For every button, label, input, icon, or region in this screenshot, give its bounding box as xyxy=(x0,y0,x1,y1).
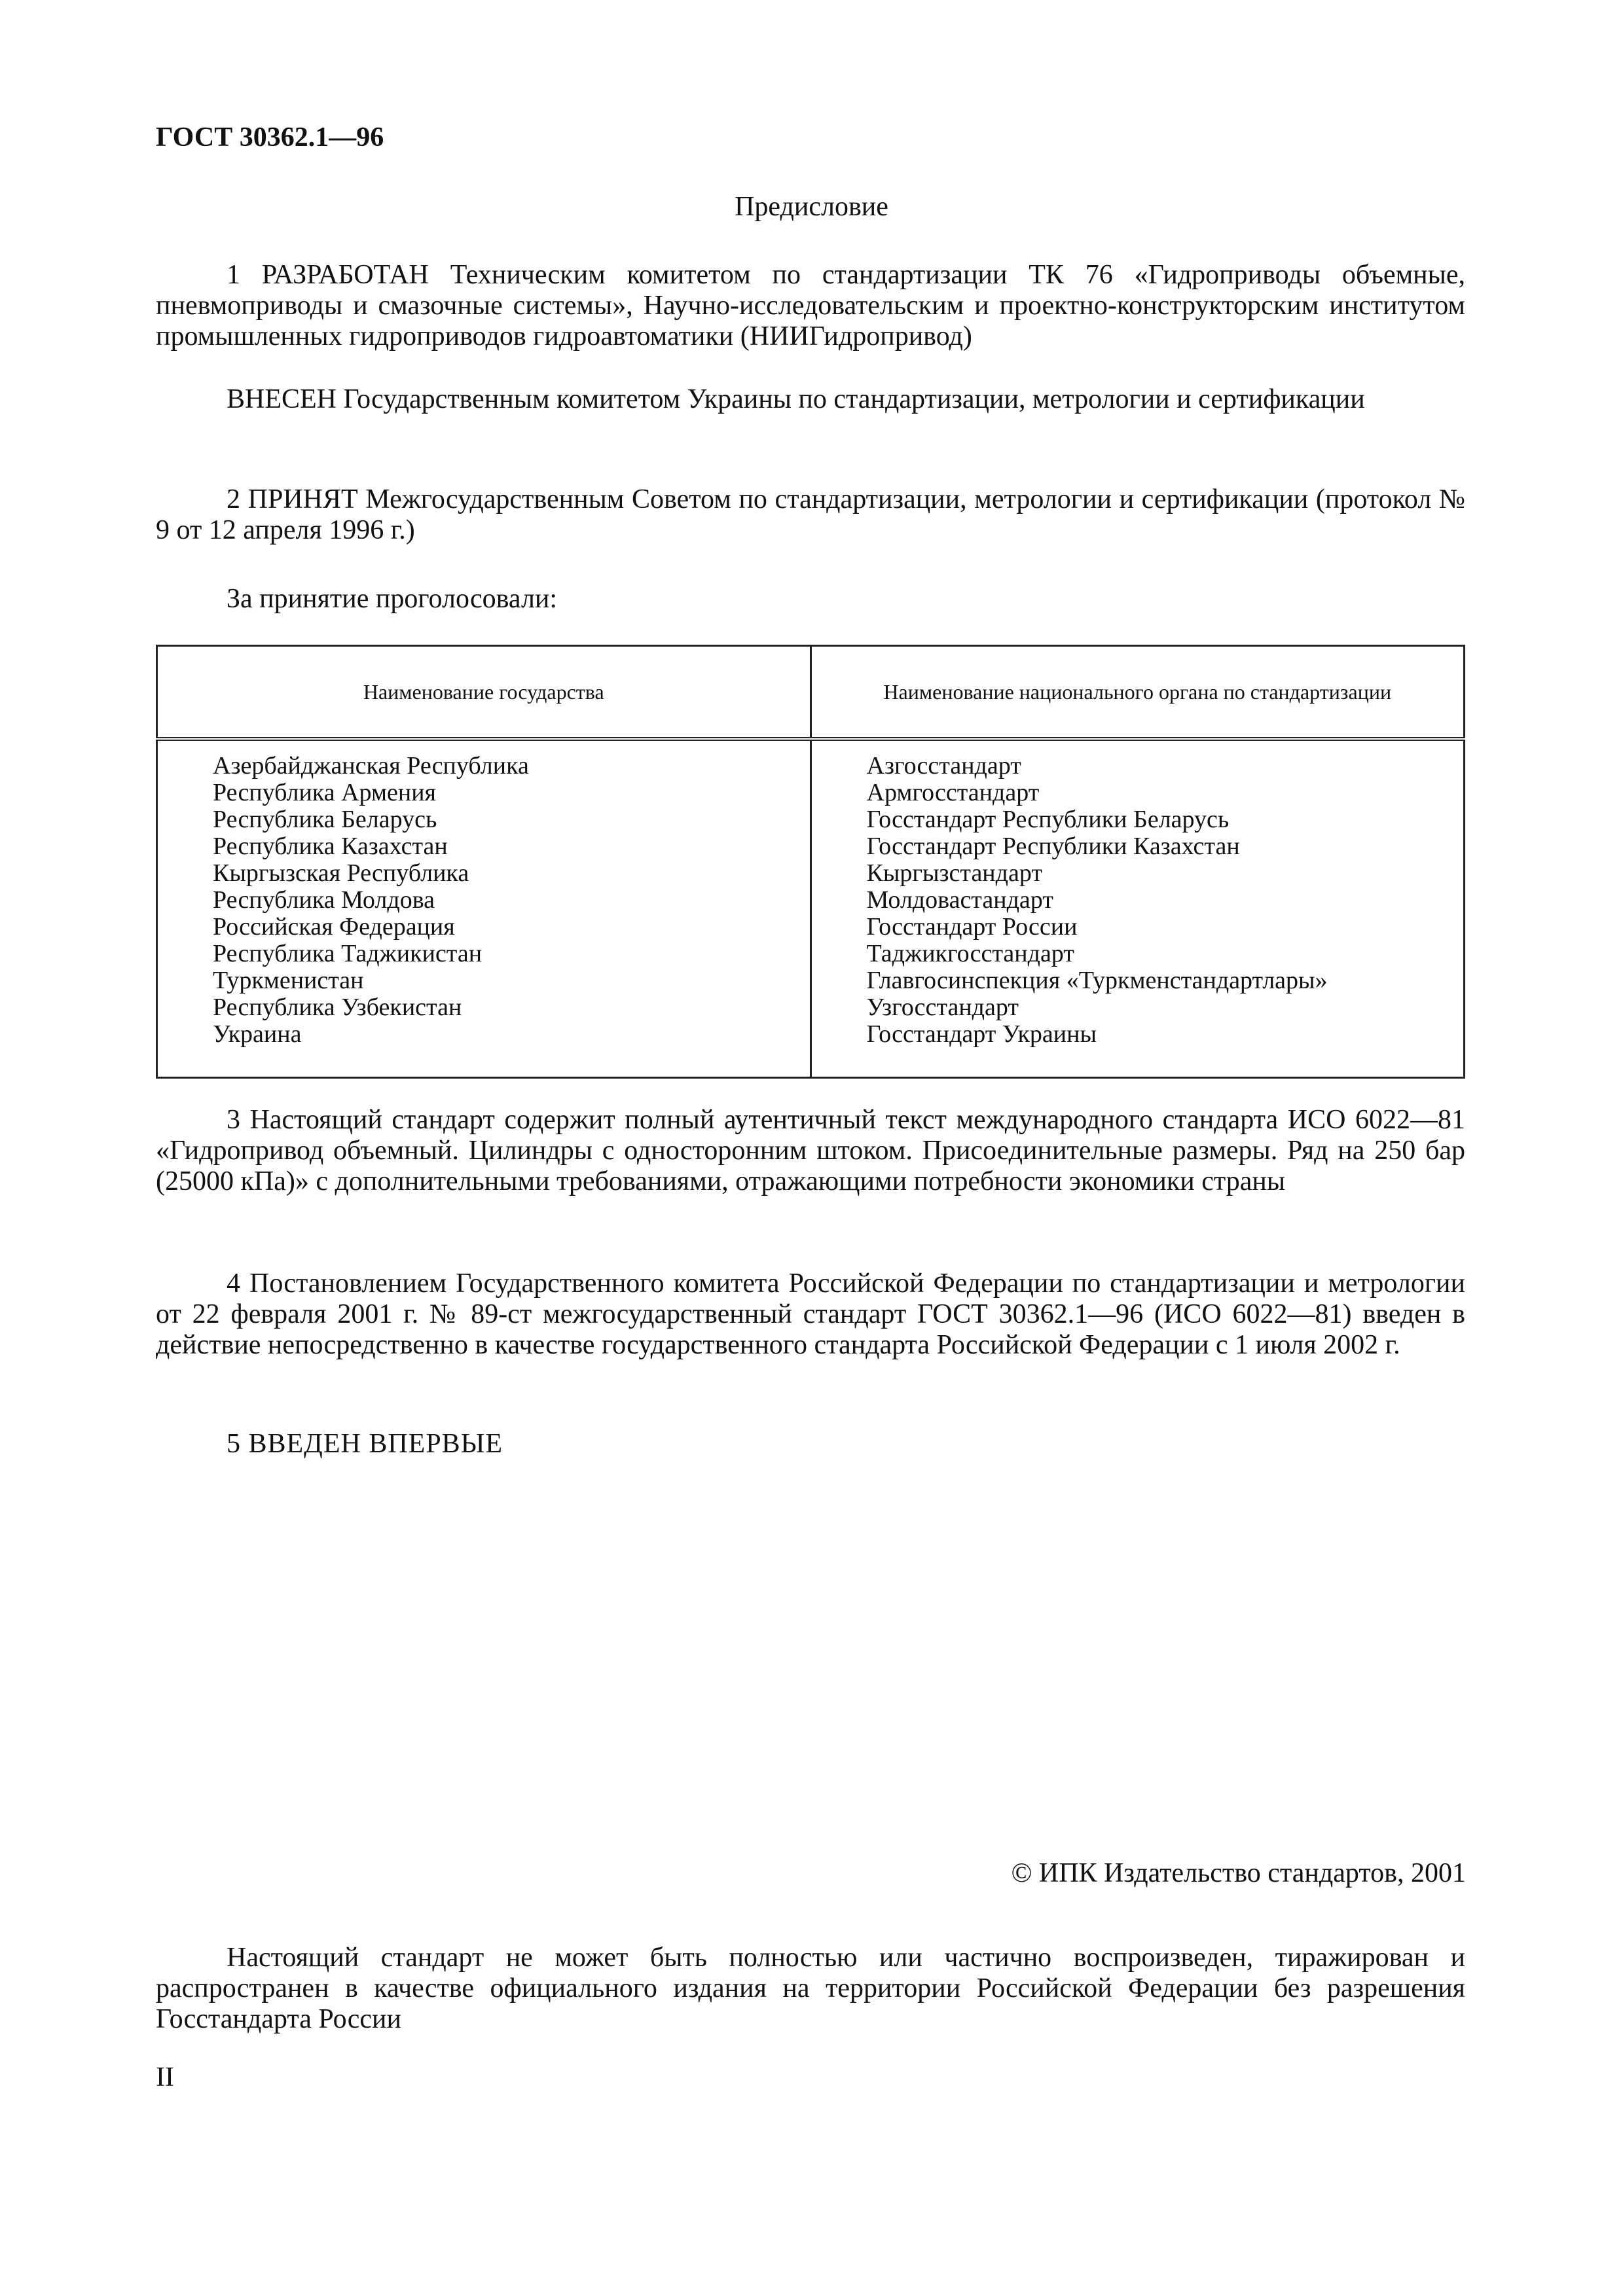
state-name: Республика Казахстан xyxy=(213,833,448,860)
state-name: Украина xyxy=(213,1020,302,1048)
state-name: Республика Таджикистан xyxy=(213,940,483,967)
state-name: Республика Армения xyxy=(213,779,437,806)
standards-body-name: Госстандарт Украины xyxy=(866,1020,1097,1048)
standards-body-name: Госстандарт России xyxy=(866,913,1078,941)
paragraph-introduced: ВНЕСЕН Государственным комитетом Украины по стандартизации, метрологии и сертификации xyxy=(227,384,1365,414)
state-name: Российская Федерация xyxy=(213,913,455,941)
standards-body-name: Главгосинспекция «Туркменстандартлары» xyxy=(866,967,1328,994)
state-name: Республика Узбекистан xyxy=(213,994,462,1021)
standards-body-name: Узгосстандарт xyxy=(866,994,1019,1021)
paragraph-voted: За принятие проголосовали: xyxy=(227,584,558,614)
standards-body-name: Азгосстандарт xyxy=(866,752,1021,780)
paragraph-first-introduced: 5 ВВЕДЕН ВПЕРВЫЕ xyxy=(227,1429,503,1459)
standards-body-name: Таджикгосстандарт xyxy=(866,940,1074,967)
document-designation: ГОСТ 30362.1—96 xyxy=(156,122,384,152)
column-header-body: Наименование национального органа по стандартизации xyxy=(811,646,1465,740)
table-row xyxy=(157,739,1465,1078)
paragraph-developed: 1 РАЗРАБОТАН Техническим комитетом по стандартизации ТК 76 «Гидроприводы объемные, пневмоприводы и смазочные системы», Научно-исследовательским и проектно-конструкторским институтом промышленных гидроприводов гидроавтоматики (НИИГидропривод) xyxy=(156,260,1465,351)
table-header-row xyxy=(157,646,1465,740)
page-title: Предисловие xyxy=(735,192,888,222)
column-header-state: Наименование государства xyxy=(157,646,811,740)
standards-body-name: Молдовастандарт xyxy=(866,886,1053,914)
paragraph-iso-content: 3 Настоящий стандарт содержит полный аутентичный текст международного стандарта ИСО 6022—81 «Гидропривод объемный. Цилиндры с односторонним штоком. Присоединительные размеры. Ряд на 250 бар (25000 кПа)» с дополнительными требованиями, отражающими потребности экономики страны xyxy=(156,1105,1465,1196)
states-column xyxy=(157,739,811,1078)
voting-table xyxy=(156,645,1465,1079)
standards-body-name: Армгосстандарт xyxy=(866,779,1040,806)
page-number: II xyxy=(156,2062,174,2092)
state-name: Азербайджанская Республика xyxy=(213,752,529,780)
state-name: Республика Молдова xyxy=(213,886,435,914)
standards-body-name: Госстандарт Республики Беларусь xyxy=(866,806,1230,833)
state-name: Кыргызская Республика xyxy=(213,859,469,887)
state-name: Республика Беларусь xyxy=(213,806,437,833)
paragraph-enactment: 4 Постановлением Государственного комитета Российской Федерации по стандартизации и метрологии от 22 февраля 2001 г. № 89-ст межгосударственный стандарт ГОСТ 30362.1—96 (ИСО 6022—81) введен в действие непосредственно в качестве государственного стандарта Российской Федерации с 1 июля 2002 г. xyxy=(156,1268,1465,1360)
reproduction-notice: Настоящий стандарт не может быть полностью или частично воспроизведен, тиражирован и распространен в качестве официального издания на территории Российской Федерации без разрешения Госстандарта России xyxy=(156,1943,1465,2034)
state-name: Туркменистан xyxy=(213,967,364,994)
standards-body-name: Госстандарт Республики Казахстан xyxy=(866,833,1240,860)
standards-body-name: Кыргызстандарт xyxy=(866,859,1042,887)
paragraph-adopted: 2 ПРИНЯТ Межгосударственным Советом по стандартизации, метрологии и сертификации (протокол № 9 от 12 апреля 1996 г.) xyxy=(156,484,1465,545)
copyright-notice: © ИПК Издательство стандартов, 2001 xyxy=(1011,1858,1466,1888)
bodies-column xyxy=(811,739,1465,1078)
